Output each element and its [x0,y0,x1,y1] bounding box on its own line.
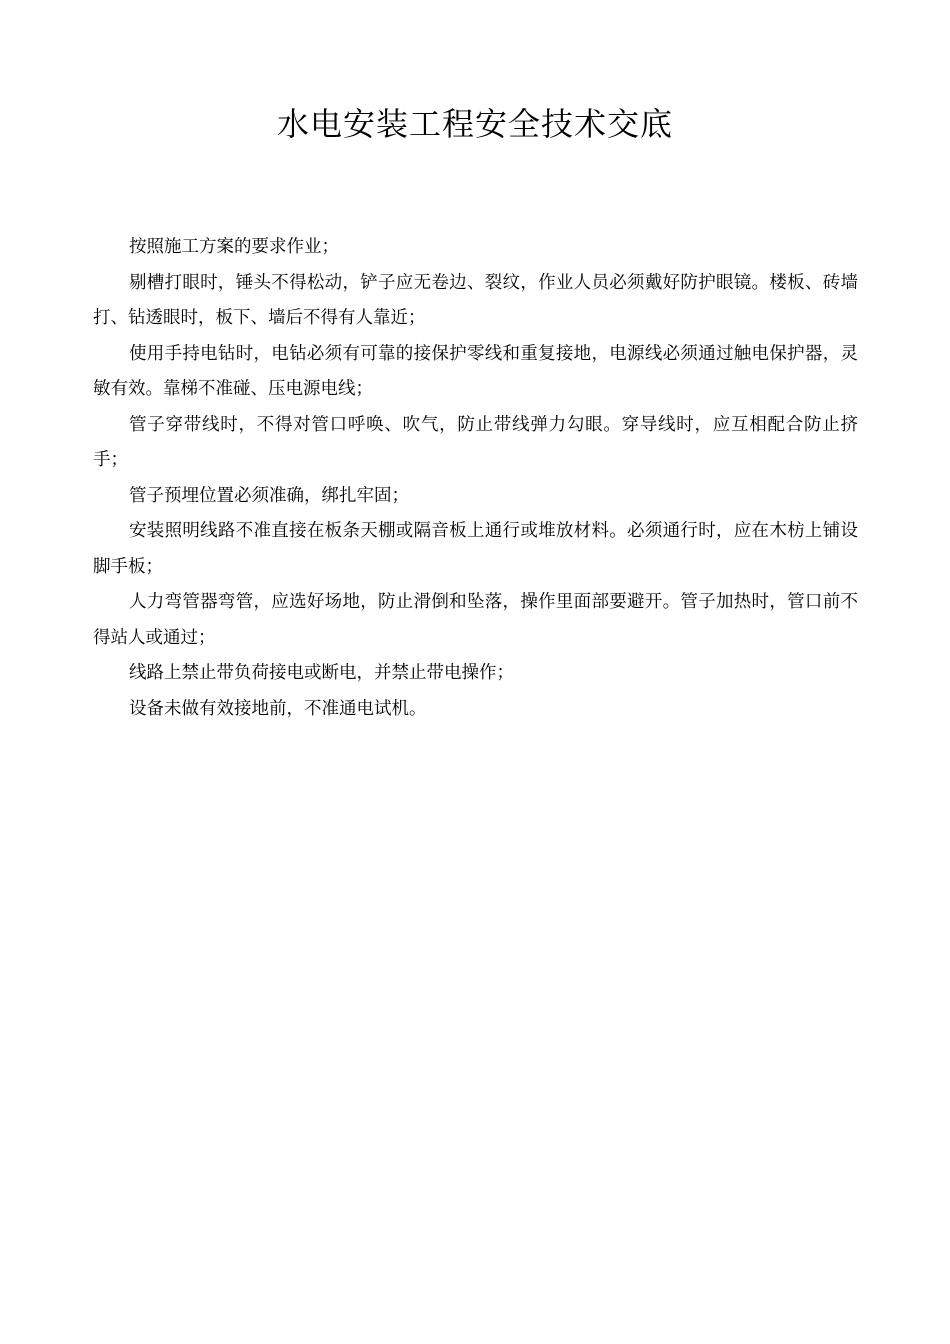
paragraph-9: 设备未做有效接地前，不准通电试机。 [129,698,427,719]
paragraph-5: 管子预埋位置必须准确，绑扎牢固； [129,485,409,506]
document-title: 水电安装工程安全技术交底 [276,105,673,143]
paragraph-2: 剔槽打眼时，锤头不得松动，铲子应无卷边、裂纹，作业人员必须戴好防护眼镜。楼板、砖墙打、钻透眼时，板下、墙后不得有人靠近； [93,272,858,328]
paragraph-4: 管子穿带线时，不得对管口呼唤、吹气，防止带线弹力勾眼。穿导线时，应互相配合防止挤手； [93,414,858,470]
document-body [93,230,858,727]
paragraph-1: 按照施工方案的要求作业； [129,237,339,257]
paragraph-3: 使用手持电钻时，电钻必须有可靠的接保护零线和重复接地，电源线必须通过触电保护器，灵敏有效。靠梯不准碰、压电源电线； [93,343,858,399]
paragraph-6: 安装照明线路不准直接在板条天棚或隔音板上通行或堆放材料。必须通行时，应在木枋上铺设脚手板； [93,521,858,577]
paragraph-8: 线路上禁止带负荷接电或断电，并禁止带电操作； [129,663,514,683]
paragraph-7: 人力弯管器弯管，应选好场地，防止滑倒和坠落，操作里面部要避开。管子加热时，管口前不得站人或通过； [93,592,858,648]
